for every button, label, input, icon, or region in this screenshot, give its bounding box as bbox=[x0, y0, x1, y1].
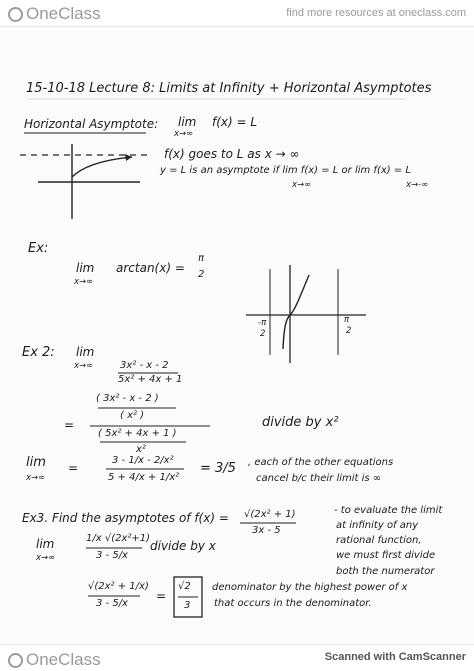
ex2-big-num-2: ( x² ) bbox=[120, 410, 145, 421]
ex3-step1-den: 3 - 5/x bbox=[96, 550, 128, 561]
bottom-bar bbox=[0, 644, 474, 671]
ex3-note-5: both the numerator bbox=[336, 566, 435, 577]
ex3-step2-num: √(2x² + 1/x) bbox=[88, 581, 149, 592]
ex2-sub: x→∞ bbox=[74, 361, 94, 371]
ex1-expr: arctan(x) = bbox=[116, 261, 185, 275]
ex2-big-den-1: ( 5x² + 4x + 1 ) bbox=[98, 428, 177, 439]
oneclass-footer-logo-icon bbox=[8, 653, 23, 668]
ex3-den: 3x - 5 bbox=[252, 525, 281, 536]
ex3-lim: lim bbox=[36, 537, 55, 551]
ex2-result: = 3/5 bbox=[200, 461, 236, 476]
ex2-den: 5x² + 4x + 1 bbox=[118, 374, 183, 385]
ex3-eq: = bbox=[156, 589, 167, 603]
ex2-lim: lim bbox=[76, 345, 95, 359]
ex1-den: 2 bbox=[198, 269, 205, 280]
ex1-num: π bbox=[198, 253, 205, 264]
graph-right-den: 2 bbox=[346, 326, 352, 336]
ha-line-2: y = L is an asymptote if lim f(x) = L or lim f(x) = L bbox=[160, 165, 411, 176]
ha-def-expr: f(x) = L bbox=[212, 115, 258, 129]
ha-line-2-sub-2: x→-∞ bbox=[406, 180, 429, 190]
ex2-eq-2: = bbox=[68, 461, 79, 475]
ex3-note-7: that occurs in the denominator. bbox=[214, 598, 372, 609]
ha-line-1: f(x) goes to L as x → ∞ bbox=[164, 147, 300, 161]
ex1-lim: lim bbox=[76, 261, 95, 275]
graph-left-den: 2 bbox=[260, 329, 266, 339]
ex2-note-2: cancel b/c their limit is ∞ bbox=[256, 473, 382, 484]
ex3-sub: x→∞ bbox=[36, 553, 56, 563]
lecture-title: 15-10-18 Lecture 8: Limits at Infinity + Horizontal Asymptotes bbox=[26, 81, 432, 96]
ex1-label: Ex: bbox=[28, 241, 49, 256]
logo-text: OneClass bbox=[26, 4, 101, 23]
notes-page bbox=[0, 27, 474, 643]
ex2-lim-2: lim bbox=[26, 455, 46, 470]
graph-right-num: π bbox=[344, 315, 350, 325]
oneclass-logo[interactable] bbox=[8, 4, 101, 24]
ha-line-2-sub-1: x→∞ bbox=[292, 180, 312, 190]
ex2-big-den-2: x² bbox=[136, 444, 146, 455]
ex2-frac-den: 5 + 4/x + 1/x² bbox=[108, 472, 180, 483]
ex3-note-4: we must first divide bbox=[336, 550, 436, 561]
ex3-note-1: - to evaluate the limit bbox=[334, 505, 443, 516]
ex3-note-6: denominator by the highest power of x bbox=[212, 582, 408, 593]
ex2-big-num-1: ( 3x² - x - 2 ) bbox=[96, 393, 159, 404]
ex2-label: Ex 2: bbox=[22, 345, 55, 360]
ex2-sub-2: x→∞ bbox=[26, 473, 46, 483]
ha-def-lim: lim bbox=[178, 115, 197, 129]
ex3-label: Ex3. Find the asymptotes of f(x) = bbox=[22, 511, 229, 525]
ex2-eq: = bbox=[64, 418, 75, 432]
footer-logo-text: OneClass bbox=[26, 650, 101, 669]
ex3-step2-den: 3 - 5/x bbox=[96, 598, 128, 609]
ex3-divide: divide by x bbox=[150, 539, 216, 553]
ex3-answer-num: √2 bbox=[178, 581, 191, 592]
ex2-divide: divide by x² bbox=[262, 415, 339, 430]
top-bar bbox=[0, 0, 474, 27]
ex2-num: 3x² - x - 2 bbox=[120, 360, 169, 371]
oneclass-footer-logo[interactable] bbox=[8, 650, 101, 670]
ha-def-sub: x→∞ bbox=[174, 129, 194, 139]
ex3-answer-den: 3 bbox=[184, 600, 191, 611]
find-more-resources-link[interactable]: find more resources at oneclass.com bbox=[286, 7, 466, 19]
ex3-step1-num: 1/x √(2x²+1) bbox=[86, 533, 151, 544]
ex3-note-3: rational function, bbox=[336, 535, 422, 546]
camscanner-watermark: Scanned with CamScanner bbox=[324, 651, 466, 663]
graph-left-num: -π bbox=[258, 318, 267, 328]
oneclass-logo-icon bbox=[8, 7, 23, 22]
ex3-num: √(2x² + 1) bbox=[244, 509, 296, 520]
horizontal-asymptote-label: Horizontal Asymptote: bbox=[24, 117, 159, 131]
ex2-note-1: , each of the other equations bbox=[248, 457, 394, 468]
ex2-frac-num: 3 - 1/x - 2/x² bbox=[112, 455, 174, 466]
ex1-sub: x→∞ bbox=[74, 277, 94, 287]
ex3-note-2: at infinity of any bbox=[336, 520, 419, 531]
